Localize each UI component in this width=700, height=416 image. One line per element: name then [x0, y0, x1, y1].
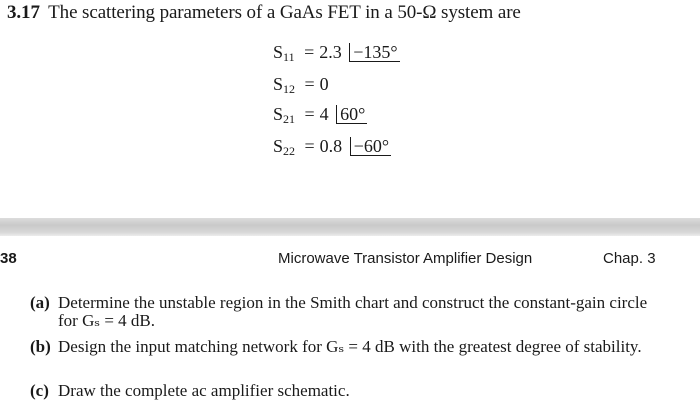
- eq-subscript: 12: [283, 82, 296, 96]
- problem-text: The scattering parameters of a GaAs FET in a 50-Ω system are: [48, 2, 521, 23]
- eq-subscript: 21: [283, 112, 296, 126]
- chapter-label: Chap. 3: [603, 250, 656, 267]
- bottom-page: [0, 236, 700, 416]
- problem-number: 3.17: [7, 2, 40, 23]
- eq-equals: =: [304, 74, 315, 94]
- part-label: (a): [30, 293, 50, 312]
- part-text: Draw the complete ac amplifier schematic.: [58, 381, 350, 400]
- eq-phase: −60°: [350, 137, 391, 156]
- eq-phase: −135°: [349, 43, 399, 62]
- eq-phase: 60°: [336, 105, 367, 124]
- eq-symbol: S: [273, 74, 284, 94]
- equation-s22: [273, 136, 391, 159]
- eq-magnitude: 0.8: [319, 136, 343, 156]
- problem-statement: [7, 2, 521, 24]
- equation-s11: [273, 42, 400, 65]
- eq-subscript: 22: [283, 144, 296, 158]
- eq-magnitude: 0: [319, 74, 329, 94]
- running-title: Microwave Transistor Amplifier Design: [278, 250, 533, 267]
- eq-magnitude: 2.3: [319, 42, 342, 62]
- eq-equals: =: [304, 104, 315, 124]
- part-text: Design the input matching network for Gₛ = 4 dB with the greatest degree of stability.: [58, 337, 642, 356]
- page-divider: [0, 218, 700, 236]
- equation-s12: [273, 74, 329, 97]
- eq-magnitude: 4: [319, 104, 329, 124]
- eq-subscript: 11: [283, 50, 295, 64]
- part-label: (b): [30, 337, 51, 356]
- eq-symbol: S: [273, 42, 284, 62]
- part-b: [30, 338, 670, 356]
- eq-symbol: S: [273, 136, 284, 156]
- equation-s21: [273, 104, 367, 127]
- part-a: [30, 294, 670, 330]
- part-c: [30, 382, 670, 400]
- eq-equals: =: [304, 136, 315, 156]
- part-text: Determine the unstable region in the Smith chart and construct the constant-gain circle for Gₛ = 4 dB.: [58, 293, 648, 330]
- eq-symbol: S: [273, 104, 284, 124]
- part-label: (c): [30, 381, 49, 400]
- page-number: 38: [0, 250, 17, 267]
- eq-equals: =: [304, 42, 315, 62]
